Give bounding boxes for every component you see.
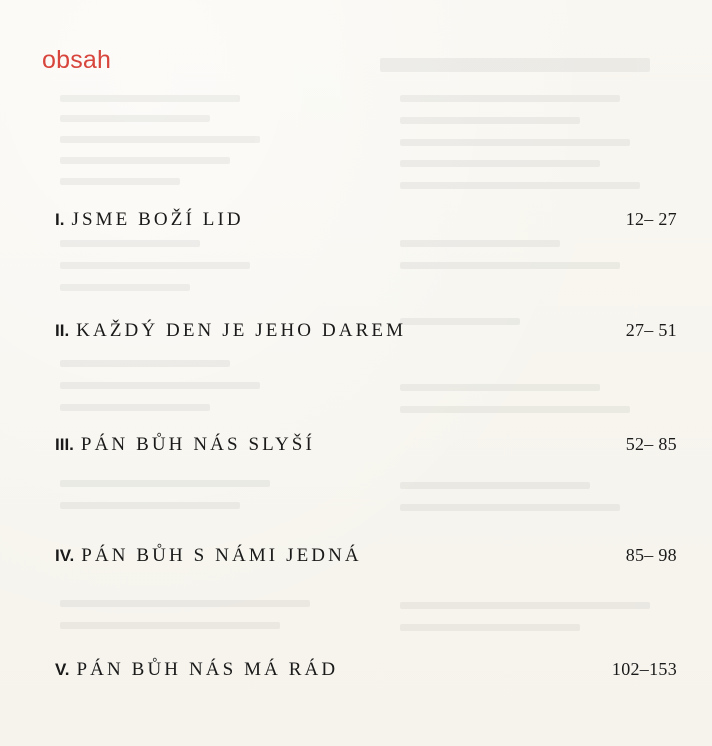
toc-entry-pages: 27– 51: [625, 320, 677, 340]
toc-entry-3[interactable]: [55, 434, 677, 456]
toc-entry-number: II.: [55, 321, 70, 340]
toc-entry-title: PÁN BŮH NÁS MÁ RÁD: [76, 659, 339, 680]
toc-entry-1[interactable]: [55, 209, 677, 231]
toc-entry-2[interactable]: [55, 320, 677, 342]
toc-entry-title: PÁN BŮH S NÁMI JEDNÁ: [81, 545, 362, 566]
toc-entry-pages: 52– 85: [625, 434, 677, 454]
toc-entry-pages: 12– 27: [625, 209, 677, 229]
toc-entry-number: III.: [55, 435, 74, 454]
toc-entry-pages: 85– 98: [625, 545, 677, 565]
toc-entry-number: I.: [55, 210, 65, 229]
toc-entry-title: PÁN BŮH NÁS SLYŠÍ: [80, 434, 315, 455]
toc-entry-title: JSME BOŽÍ LID: [71, 209, 244, 230]
toc-entry-number: V.: [55, 660, 70, 679]
toc-entry-title: KAŽDÝ DEN JE JEHO DAREM: [76, 320, 407, 341]
toc-heading: obsah: [42, 46, 112, 74]
toc-entry-pages: 102–153: [611, 659, 677, 679]
toc-entry-4[interactable]: [55, 545, 677, 567]
toc-entry-5[interactable]: [55, 659, 677, 681]
toc-entry-number: IV.: [55, 546, 75, 565]
